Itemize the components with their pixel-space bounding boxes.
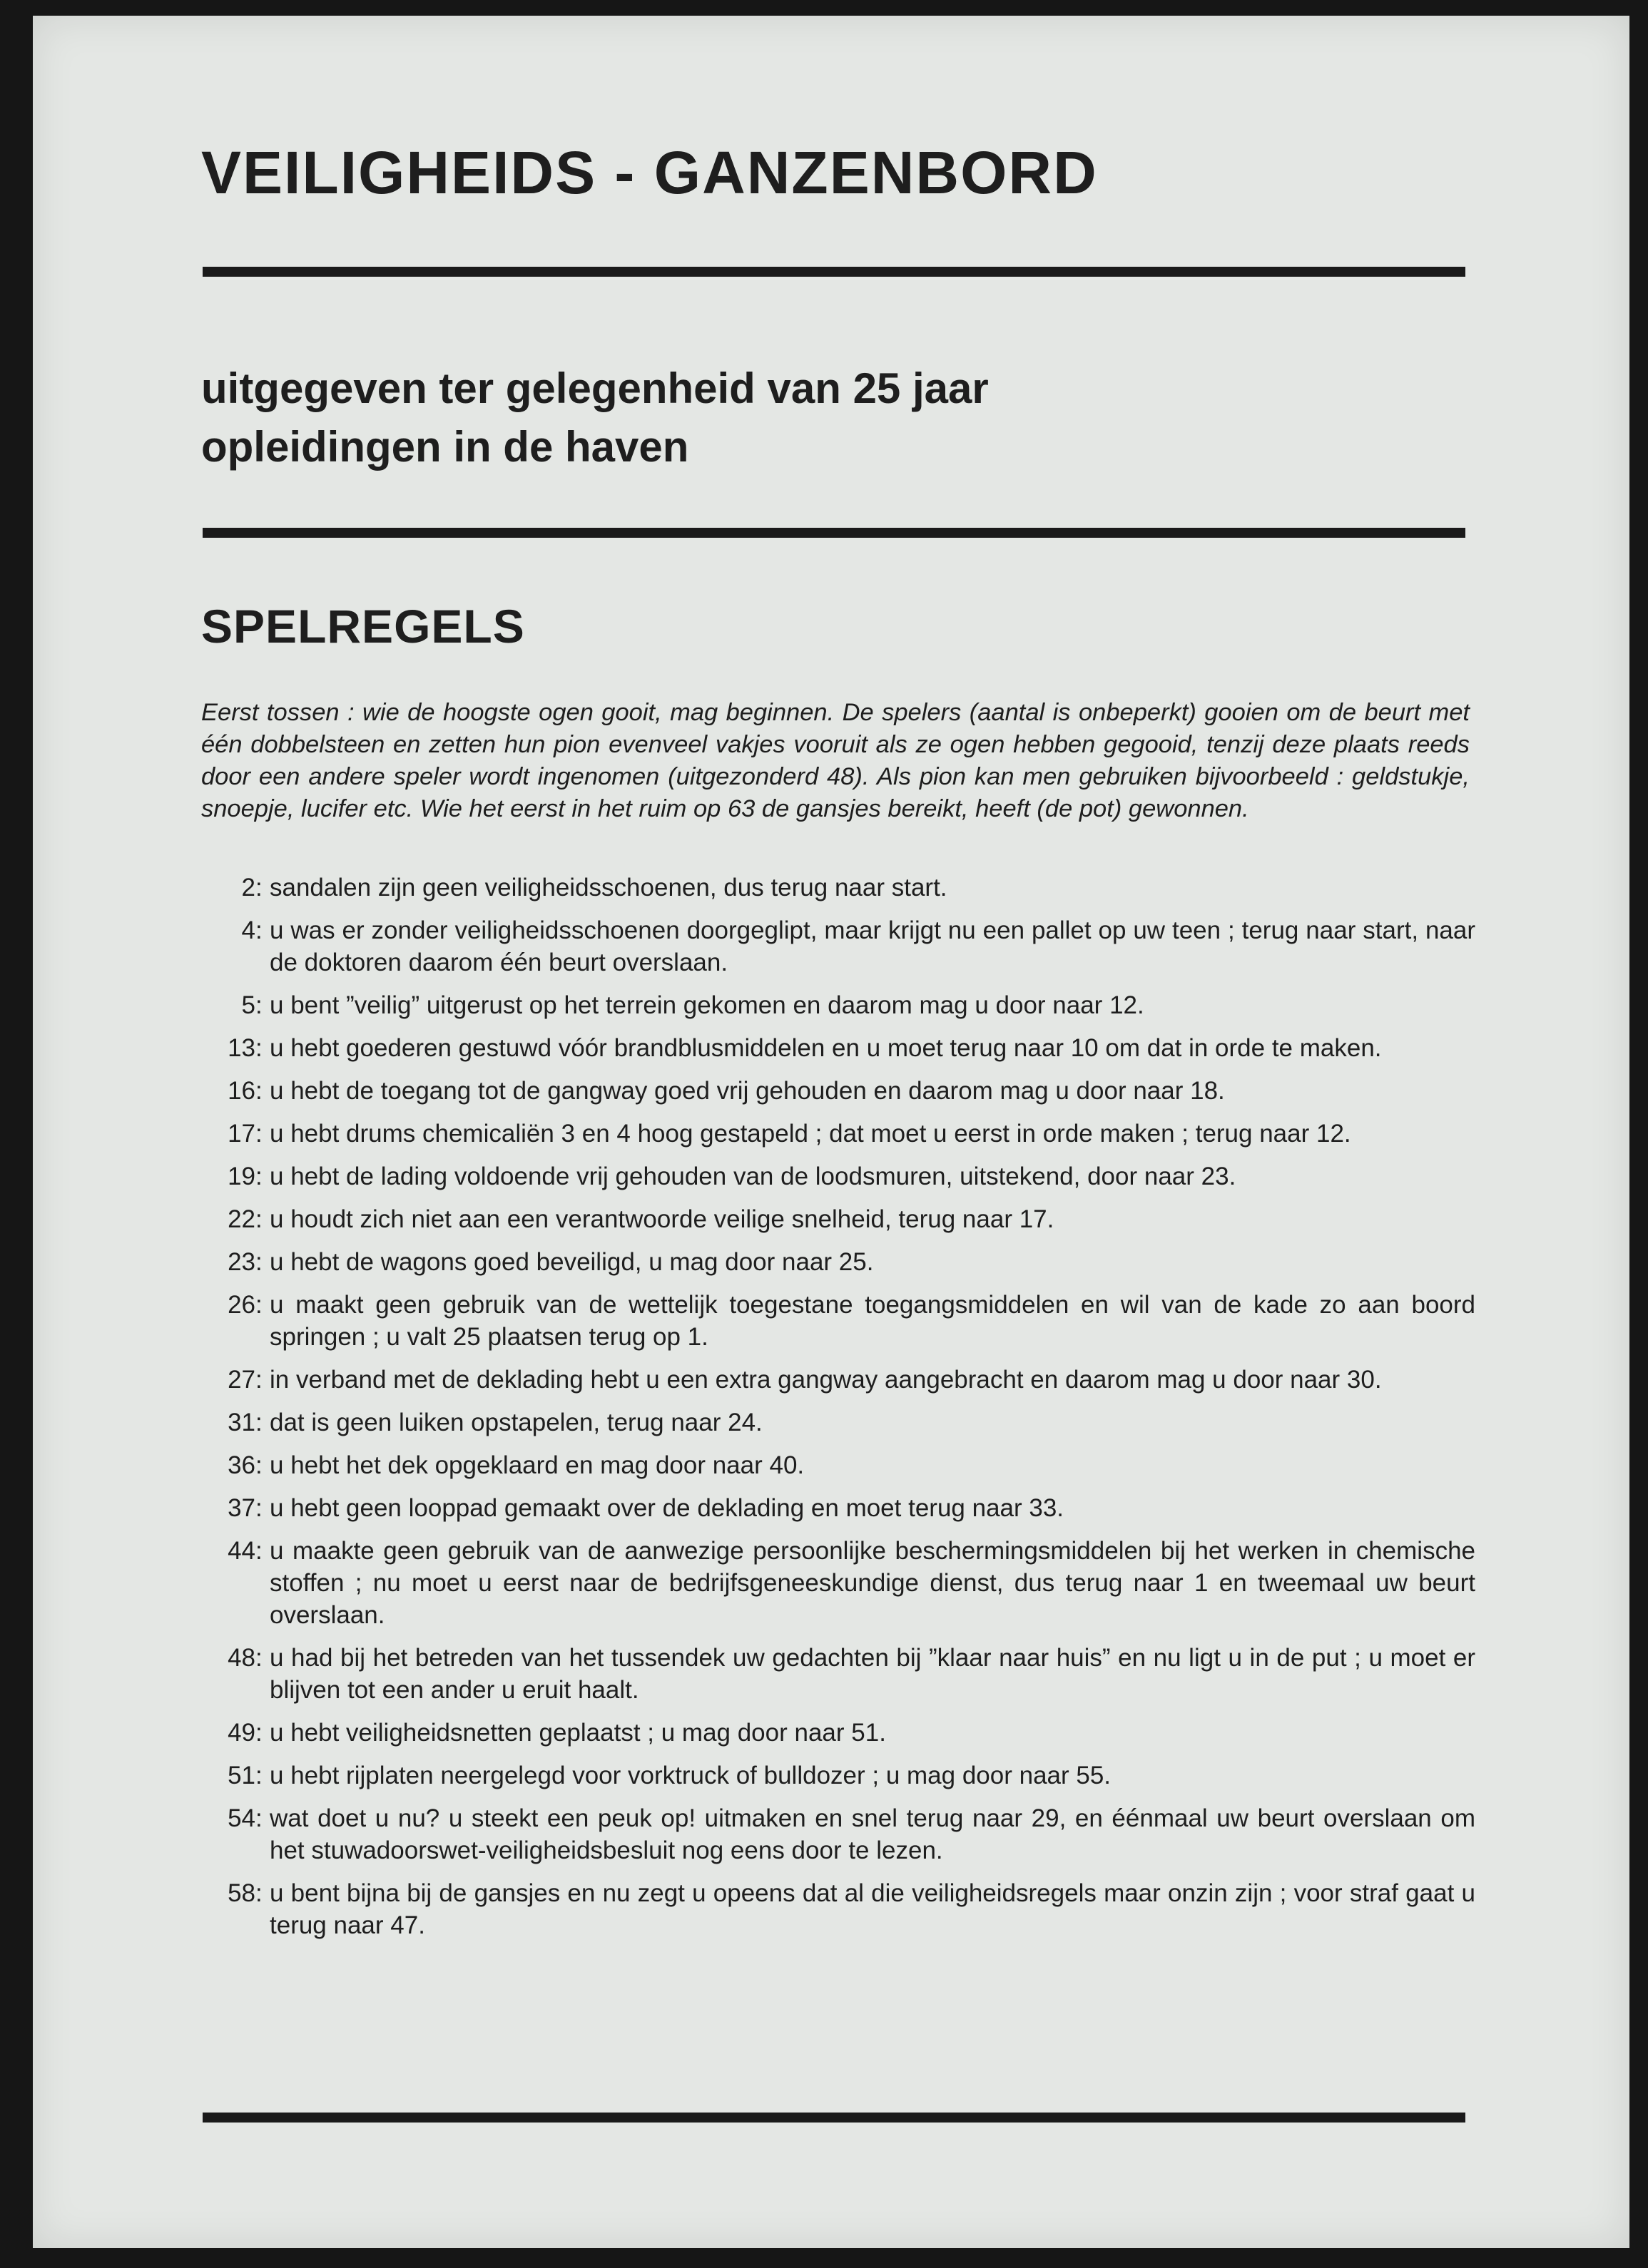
rule-number: 26 [228,1291,255,1319]
rule-number: 23 [228,1248,255,1276]
rule-number: 36 [228,1451,255,1479]
rule-colon: : [255,1409,263,1436]
rule-item [201,1642,1478,1706]
rule-number: 58 [228,1879,255,1907]
rule-text: u was er zonder veiligheidsschoenen doorgeglipt, maar krijgt nu een pallet op uw teen ; terug naar start, naar de doktoren daarom één beurt overslaan. [270,916,1475,976]
rule-number: 31 [228,1409,255,1436]
rule-text: u hebt drums chemicaliën 3 en 4 hoog gestapeld ; dat moet u eerst in orde maken ; terug naar 12. [270,1120,1351,1148]
rule-item [201,1449,1478,1481]
divider-rule-middle [203,528,1465,538]
rule-colon: : [255,1248,263,1276]
rule-text: u hebt de lading voldoende vrij gehouden van de loodsmuren, uitstekend, door naar 23. [270,1163,1236,1190]
rule-colon: : [255,1451,263,1479]
rule-colon: : [255,1879,263,1907]
rule-number: 27 [228,1366,255,1394]
rule-number: 44 [228,1537,255,1565]
rule-item [201,1203,1478,1235]
intro-paragraph: Eerst tossen : wie de hoogste ogen gooit, mag beginnen. De spelers (aantal is onbeperkt) gooien om de beurt met één dobbelsteen en zetten hun pion evenveel vakjes vooruit als ze ogen hebben gegooid, tenzij deze plaats reeds door een andere speler wordt ingenomen (uitgezonderd 48). Als pion kan men gebruiken bijvoorbeeld : geldstukje, snoepje, lucifer etc. Wie het eerst in het ruim op 63 de gansjes bereikt, heeft (de pot) gewonnen. [201,699,1470,822]
document-subtitle [201,359,989,476]
rule-item [201,1802,1478,1866]
rule-colon: : [255,1494,263,1522]
rule-colon: : [255,1762,263,1789]
rule-colon: : [255,1034,263,1062]
rule-text: in verband met de deklading hebt u een extra gangway aangebracht en daarom mag u door naar 30. [270,1366,1382,1394]
rule-text: u had bij het betreden van het tussendek uw gedachten bij ”klaar naar huis” en nu ligt u in de put ; u moet er blijven tot een ander u eruit haalt. [270,1644,1475,1704]
rule-number: 19 [228,1163,255,1190]
rule-item [201,914,1478,979]
document-title: VEILIGHEIDS - GANZENBORD [201,139,1098,206]
rule-text: u hebt rijplaten neergelegd voor vorktruck of bulldozer ; u mag door naar 55. [270,1762,1112,1789]
rule-text: u hebt het dek opgeklaard en mag door naar 40. [270,1451,805,1479]
rule-number: 5 [241,991,255,1019]
rule-colon: : [255,1719,263,1747]
subtitle-line-1: uitgegeven ter gelegenheid van 25 jaar [201,364,989,412]
divider-rule-top [203,267,1465,277]
rule-number: 54 [228,1804,255,1832]
rule-colon: : [255,1537,263,1565]
rule-item [201,1289,1478,1353]
rules-list [201,872,1478,1952]
rule-colon: : [255,1804,263,1832]
rule-item [201,1492,1478,1524]
rule-colon: : [255,1644,263,1672]
game-rules-sheet [33,16,1629,2248]
rule-item [201,1877,1478,1941]
rule-number: 4 [241,916,255,944]
rule-colon: : [255,1163,263,1190]
rule-item [201,989,1478,1021]
rule-item [201,1118,1478,1150]
rule-number: 22 [228,1205,255,1233]
rule-number: 17 [228,1120,255,1148]
rule-colon: : [255,1120,263,1148]
rule-item [201,1160,1478,1192]
rule-item [201,1535,1478,1631]
section-title-spelregels: SPELREGELS [201,600,525,653]
rule-text: sandalen zijn geen veiligheidsschoenen, dus terug naar start. [270,874,947,901]
rule-text: u hebt veiligheidsnetten geplaatst ; u mag door naar 51. [270,1719,886,1747]
rule-colon: : [255,1291,263,1319]
rule-colon: : [255,1205,263,1233]
rule-text: u maakte geen gebruik van de aanwezige persoonlijke beschermingsmiddelen bij het werken in chemische stoffen ; nu moet u eerst naar de bedrijfsgeneeskundige dienst, dus terug naar 1 en tweemaal uw beurt overslaan. [270,1537,1475,1629]
rule-text: u bent bijna bij de gansjes en nu zegt u opeens dat al die veiligheidsregels maar onzin zijn ; voor straf gaat u terug naar 47. [270,1879,1475,1939]
rule-item [201,1406,1478,1439]
rule-colon: : [255,874,263,901]
rule-text: wat doet u nu? u steekt een peuk op! uitmaken en snel terug naar 29, en éénmaal uw beurt overslaan om het stuwadoorswet-veiligheidsbesluit nog eens door te lezen. [270,1804,1475,1864]
rule-number: 49 [228,1719,255,1747]
rule-text: u houdt zich niet aan een verantwoorde veilige snelheid, terug naar 17. [270,1205,1054,1233]
rule-item [201,1717,1478,1749]
rule-text: dat is geen luiken opstapelen, terug naar 24. [270,1409,763,1436]
rule-text: u hebt de toegang tot de gangway goed vrij gehouden en daarom mag u door naar 18. [270,1077,1225,1105]
rule-item [201,1759,1478,1792]
rule-item [201,1364,1478,1396]
rule-text: u hebt de wagons goed beveiligd, u mag door naar 25. [270,1248,874,1276]
rule-colon: : [255,1077,263,1105]
divider-rule-bottom [203,2113,1465,2123]
rule-text: u bent ”veilig” uitgerust op het terrein gekomen en daarom mag u door naar 12. [270,991,1144,1019]
rule-number: 16 [228,1077,255,1105]
rule-number: 51 [228,1762,255,1789]
rule-number: 37 [228,1494,255,1522]
rule-text: u hebt goederen gestuwd vóór brandblusmiddelen en u moet terug naar 10 om dat in orde te maken. [270,1034,1382,1062]
rule-colon: : [255,1366,263,1394]
subtitle-line-2: opleidingen in de haven [201,423,689,471]
rule-number: 48 [228,1644,255,1672]
rule-item [201,1032,1478,1064]
rule-text: u maakt geen gebruik van de wettelijk toegestane toegangsmiddelen en wil van de kade zo aan boord springen ; u valt 25 plaatsen terug op 1. [270,1291,1475,1351]
rule-number: 13 [228,1034,255,1062]
rule-colon: : [255,991,263,1019]
rule-number: 2 [241,874,255,901]
rule-text: u hebt geen looppad gemaakt over de deklading en moet terug naar 33. [270,1494,1064,1522]
rule-item [201,1075,1478,1107]
rule-item [201,872,1478,904]
rule-colon: : [255,916,263,944]
rule-item [201,1246,1478,1278]
